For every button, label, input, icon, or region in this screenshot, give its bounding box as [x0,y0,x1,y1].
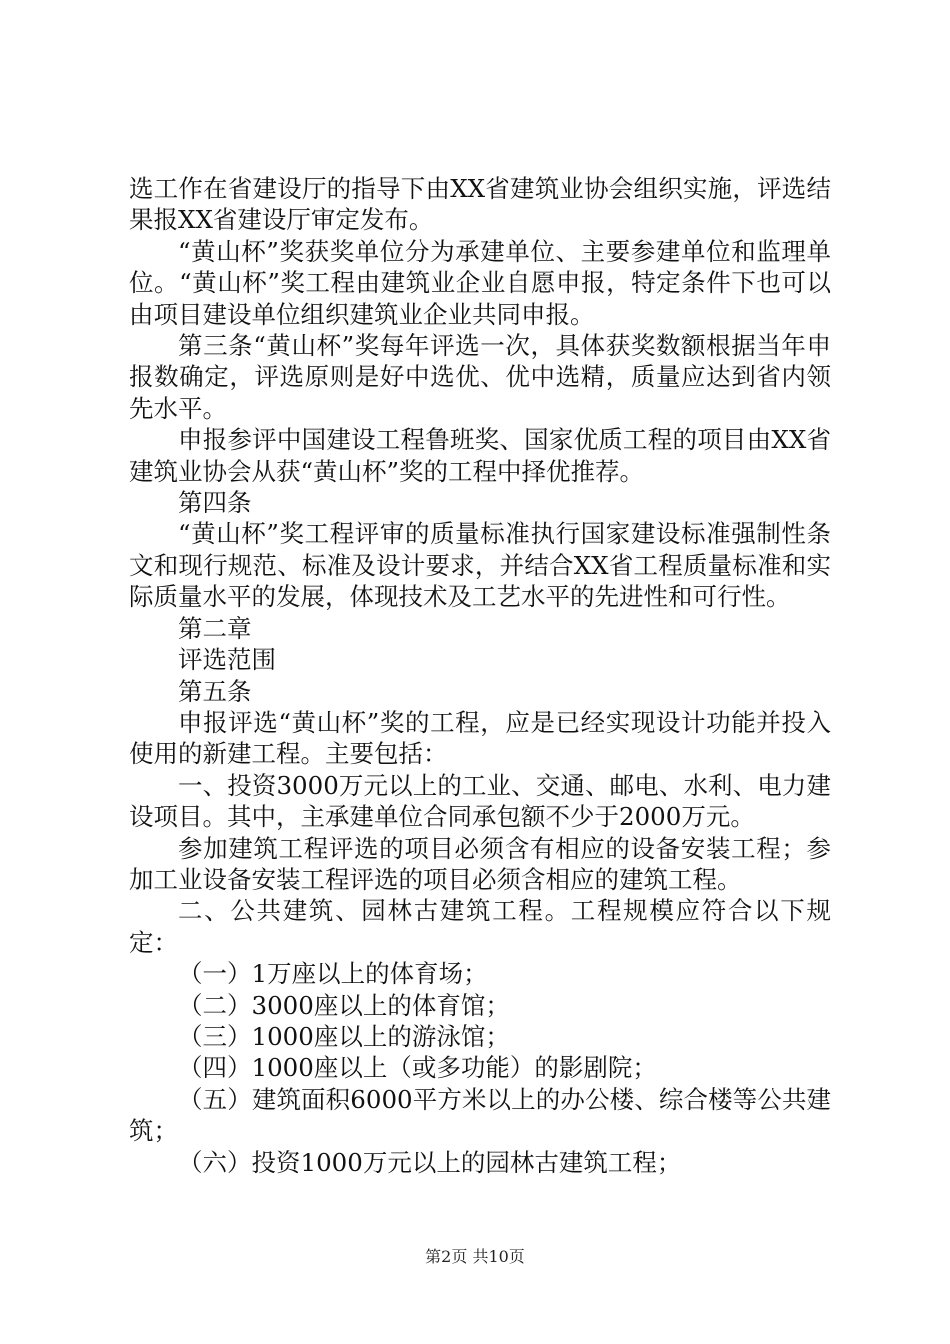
list-item-6: （六）投资1000万元以上的园林古建筑工程； [178,1147,682,1177]
chapter-title: 评选范围 [178,645,276,675]
paragraph-2: “黄山杯”奖获奖单位分为承建单位、主要参建单位和监理单位。“黄山杯”奖工程由建筑业企业自愿申报，特定条件下也可以由项目建设单位组织建筑业企业共同申报。 [129,236,831,329]
article-heading-5: 第五条 [178,676,252,706]
page-number-footer: 第2页 共10页 [425,1247,525,1266]
paragraph-1: 选工作在省建设厅的指导下由XX省建筑业协会组织实施，评选结果报XX省建设厅审定发布。 [129,174,831,235]
list-item-2: （二）3000座以上的体育馆； [178,990,510,1020]
paragraph-12: 参加建筑工程评选的项目必须含有相应的设备安装工程；参加工业设备安装工程评选的项目必须含相应的建筑工程。 [129,833,831,894]
list-item-5: （五）建筑面积6000平方米以上的办公楼、综合楼等公共建筑； [129,1084,831,1146]
list-item-1: （一）1万座以上的体育场； [178,959,488,989]
paragraph-11: 一、投资3000万元以上的工业、交通、邮电、水利、电力建设项目。其中，主承建单位合同承包额不少于2000万元。 [129,770,831,832]
list-item-3: （三）1000座以上的游泳馆； [178,1021,510,1051]
paragraph-10: 申报评选“黄山杯”奖的工程，应是已经实现设计功能并投入使用的新建工程。主要包括： [129,707,831,769]
paragraph-4: 申报参评中国建设工程鲁班奖、国家优质工程的项目由XX省建筑业协会从获“黄山杯”奖的工程中择优推荐。 [129,425,831,486]
paragraph-6: “黄山杯”奖工程评审的质量标准执行国家建设标准强制性条文和现行规范、标准及设计要求，并结合XX省工程质量标准和实际质量水平的发展，体现技术及工艺水平的先进性和可行性。 [129,519,831,612]
paragraph-3: 第三条“黄山杯”奖每年评选一次，具体获奖数额根据当年申报数确定，评选原则是好中选优、优中选精，质量应达到省内领先水平。 [129,331,831,423]
document-body [129,173,831,1178]
chapter-heading: 第二章 [178,613,252,643]
list-item-4: （四）1000座以上（或多功能）的影剧院； [178,1053,657,1083]
paragraph-13: 二、公共建筑、园林古建筑工程。工程规模应符合以下规定： [129,896,831,957]
article-heading-4: 第四条 [178,488,252,518]
